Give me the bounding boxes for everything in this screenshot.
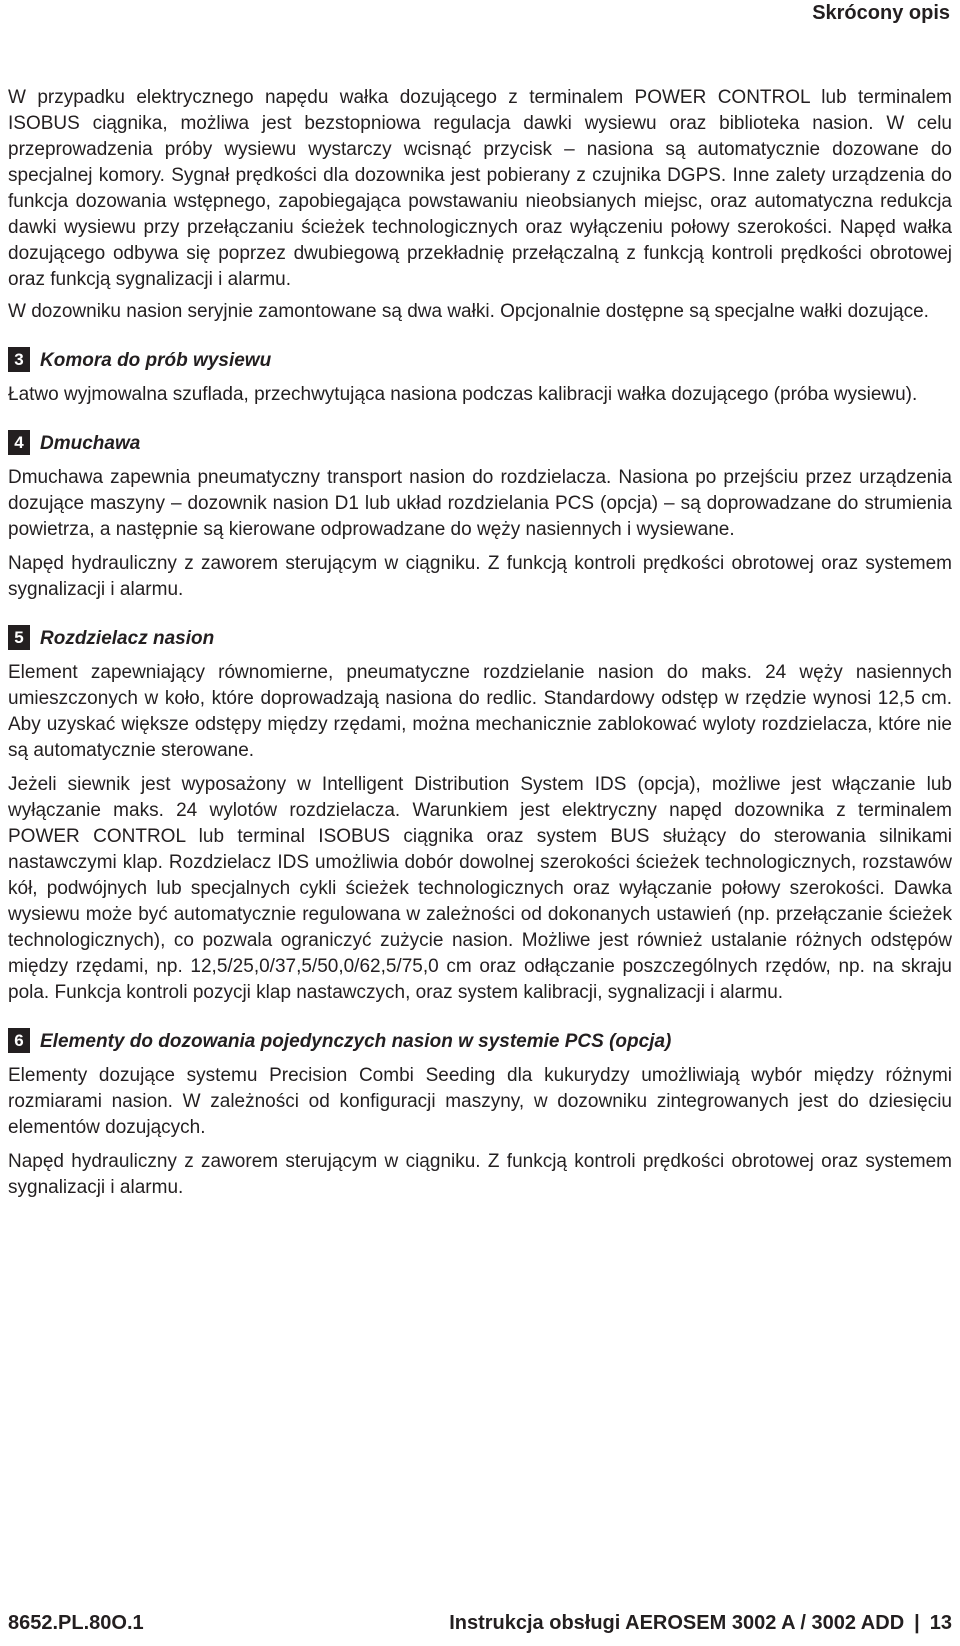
page-content xyxy=(8,85,952,1209)
section-number-badge: 4 xyxy=(8,430,30,455)
intro-paragraph: W przypadku elektrycznego napędu wałka dozującego z terminalem POWER CONTROL lub terminalem ISOBUS ciągnika, możliwa jest bezstopniowa regulacja dawki wysiewu oraz biblioteka nasion. W celu przeprowadzenia próby wysiewu wystarczy wcisnąć przycisk – nasiona są automatycznie dozowane do specjalnej komory. Sygnał prędkości dla dozownika jest pobierany z czujnika DGPS. Inne zalety urządzenia do funkcja dozowania wstępnego, zapobiegająca powstawaniu nieobsianych miejsc, oraz automatyczna redukcja dawki wysiewu przy przełączaniu ścieżek technologicznych oraz wyłączeniu połowy szerokości. Napęd wałka dozującego odbywa się poprzez dwubiegową przekładnię przełączalną z funkcją kontroli prędkości obrotowej oraz funkcją sygnalizacji i alarmu. xyxy=(8,87,952,290)
section-paragraph: Dmuchawa zapewnia pneumatyczny transport nasion do rozdzielacza. Nasiona po przejściu przez urządzenia dozujące maszyny – dozownik nasion D1 lub układ rozdzielania PCS (opcja) – są doprowadzane do strumienia powietrza, a następnie są kierowane odprowadzane do węży nasiennych i wysiewane. xyxy=(8,467,952,540)
section-heading xyxy=(8,347,952,372)
section-paragraph: Element zapewniający równomierne, pneumatyczne rozdzielanie nasion do maks. 24 węży nasiennych umieszczonych w koło, które doprowadzają nasiona do redlic. Standardowy odstęp w rzędzie wynosi 12,5 cm. Aby uzyskać większe odstępy między rzędami, można mechanicznie zablokować wyloty rozdzielacza, które nie są automatycznie sterowane. xyxy=(8,662,952,761)
section-paragraph: Napęd hydrauliczny z zaworem sterującym w ciągniku. Z funkcją kontroli prędkości obrotowej oraz systemem sygnalizacji i alarmu. xyxy=(8,1151,952,1198)
section-paragraph: Jeżeli siewnik jest wyposażony w Intelligent Distribution System IDS (opcja), możliwe jest włączanie lub wyłączanie maks. 24 wylotów rozdzielacza. Warunkiem jest elektryczny napęd dozownika z terminalem POWER CONTROL lub terminal ISOBUS ciągnika oraz system BUS służący do sterowania silnikami nastawczymi klap. Rozdzielacz IDS umożliwia dobór dowolnej szerokości ścieżek technologicznych, rozstawów kół, podwójnych lub specjalnych cykli ścieżek technologicznych oraz wyłączanie połowy szerokości. Dawka wysiewu może być automatycznie regulowana w zależności od dokonanych ustawień (np. przełączanie ścieżek technologicznych), co pozwala ograniczyć zużycie nasion. Możliwe jest również ustalanie różnych odstępów między rzędami, np. 12,5/25,0/37,5/50,0/62,5/75,0 cm oraz odłączanie poszczególnych rzędów, np. na skraju pola. Funkcja kontroli pozycji klap nastawczych, oraz system kalibracji, sygnalizacji i alarmu. xyxy=(8,774,952,1003)
section-heading xyxy=(8,430,952,455)
manual-title: Instrukcja obsługi AEROSEM 3002 A / 3002 ADD xyxy=(449,1612,905,1634)
page-number: 13 xyxy=(929,1612,952,1634)
section-heading xyxy=(8,1028,952,1053)
section-number-badge: 3 xyxy=(8,347,30,372)
section-paragraph: Łatwo wyjmowalna szuflada, przechwytująca nasiona podczas kalibracji wałka dozującego (próba wysiewu). xyxy=(8,384,918,405)
section-title: Dmuchawa xyxy=(40,433,141,454)
section-paragraph: Napęd hydrauliczny z zaworem sterującym w ciągniku. Z funkcją kontroli prędkości obrotowej oraz systemem sygnalizacji i alarmu. xyxy=(8,553,952,600)
section-title: Elementy do dozowania pojedynczych nasion w systemie PCS (opcja) xyxy=(40,1031,672,1052)
section-heading xyxy=(8,625,952,650)
intro-paragraph: W dozowniku nasion seryjnie zamontowane są dwa wałki. Opcjonalnie dostępne są specjalne wałki dozujące. xyxy=(8,301,929,322)
section-number-badge: 6 xyxy=(8,1028,30,1053)
page-footer xyxy=(8,1612,952,1635)
section-number-badge: 5 xyxy=(8,625,30,650)
footer-separator: | xyxy=(914,1612,920,1634)
section-title: Rozdzielacz nasion xyxy=(40,628,215,649)
header-section-label: Skrócony opis xyxy=(812,2,950,24)
section-title: Komora do prób wysiewu xyxy=(40,350,272,371)
section-paragraph: Elementy dozujące systemu Precision Combi Seeding dla kukurydzy umożliwiają wybór między różnymi rozmiarami nasion. W zależności od konfiguracji maszyny, w dozowniku zintegrowanych jest do dziesięciu elementów dozujących. xyxy=(8,1065,952,1138)
document-code: 8652.PL.80O.1 xyxy=(8,1612,144,1634)
